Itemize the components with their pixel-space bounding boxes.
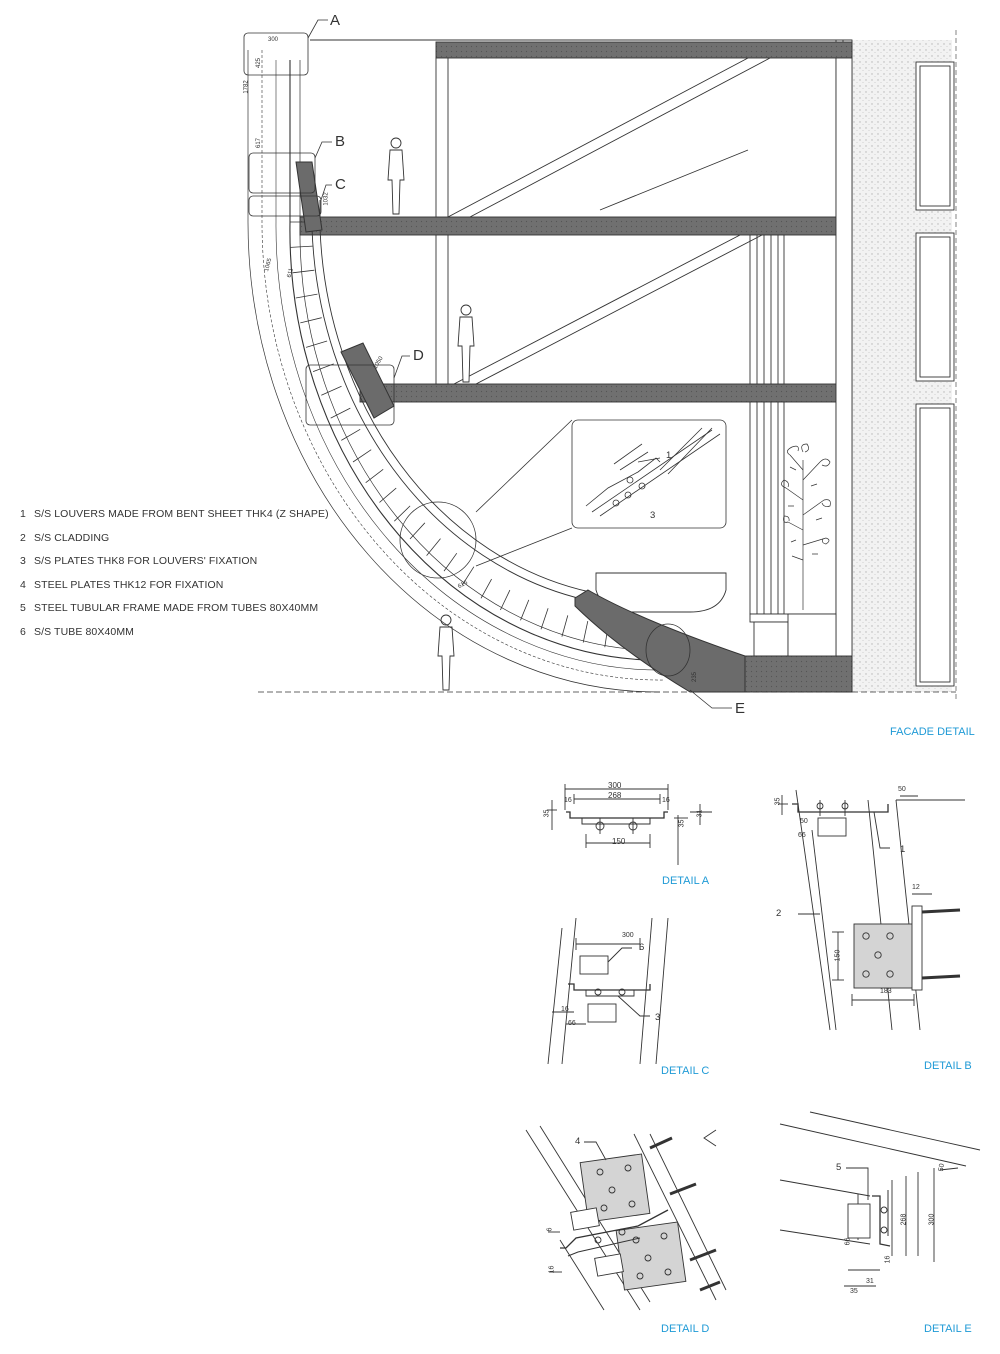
louver-tick [291, 246, 313, 247]
louver-tick [410, 523, 425, 539]
legend-text: STEEL TUBULAR FRAME MADE FROM TUBES 80X40MM [34, 602, 319, 614]
dim-label: 31 [696, 809, 704, 818]
callout-c: C [335, 176, 346, 193]
louver-tick [321, 386, 341, 395]
legend-number: 2 [20, 531, 26, 544]
floor-slab [300, 217, 852, 235]
louver-tick [541, 608, 548, 629]
dim-label: 12 [912, 884, 920, 891]
wall-window [916, 62, 954, 210]
dim-label: 35 [850, 1288, 858, 1295]
louver-tick [500, 590, 510, 610]
legend-text: STEEL PLATES THK12 FOR FIXATION [34, 578, 224, 591]
wall-window [916, 404, 954, 686]
louver-tick [293, 270, 315, 273]
dim-label: 150 [834, 949, 842, 962]
dim-label: 35 [774, 797, 782, 806]
legend-number: 3 [20, 555, 26, 567]
callout-d: D [413, 347, 424, 364]
part-label: 5 [836, 1162, 842, 1173]
person-silhouette [388, 138, 404, 214]
louver-tick [521, 600, 529, 620]
legend-item [20, 532, 329, 556]
detail-b-caption: DETAIL B [924, 1060, 972, 1072]
dim-label: 1782 [243, 80, 250, 94]
detail-e-caption: DETAIL E [924, 1323, 972, 1335]
zoom-part-label: 3 [650, 510, 656, 521]
dim-label: 268 [608, 791, 622, 800]
dim-label: 268 [900, 1213, 908, 1226]
dim-label: 616 [457, 579, 469, 591]
dim-label: 611 [286, 267, 295, 279]
ground-slab [745, 656, 852, 692]
dim-label: 16 [548, 1265, 556, 1274]
legend-number: 5 [20, 602, 26, 614]
dim-label: 50 [800, 818, 808, 825]
parts-legend [20, 508, 329, 649]
dim-label: 35 [543, 809, 551, 818]
part-label: 3 [655, 1012, 661, 1023]
legend-text: S/S PLATES THK8 FOR LOUVERS' FIXATION [34, 555, 258, 567]
dim-label: 6 [546, 1227, 554, 1232]
part-label: 6 [639, 942, 645, 953]
person-silhouette [438, 615, 454, 690]
detail-c-drawing [548, 918, 668, 1064]
dim-label: 300 [268, 37, 279, 43]
dim-label: 235 [692, 671, 699, 683]
part-label: 2 [776, 908, 782, 919]
detail-d-caption: DETAIL D [661, 1323, 710, 1335]
dim-label: 617 [256, 137, 263, 149]
louver-tick [427, 539, 441, 556]
louver-tick [444, 553, 457, 571]
dim-label: 425 [256, 57, 263, 69]
dim-label: 1032 [323, 192, 330, 206]
dim-label: 16 [564, 797, 572, 804]
legend-text: S/S LOUVERS MADE FROM BENT SHEET THK4 (Z SHAPE) [34, 508, 329, 520]
callout-b: B [335, 133, 346, 150]
dim-label: 150 [612, 837, 626, 846]
dim-label: 35 [678, 819, 686, 828]
dim-label: 1065 [264, 257, 274, 273]
part-label: 1 [900, 844, 906, 855]
part-label: 4 [575, 1136, 581, 1147]
wall-window [916, 233, 954, 381]
person-silhouette [458, 305, 474, 382]
louver-tick [306, 341, 327, 347]
callout-a: A [330, 12, 341, 29]
legend-item [20, 555, 329, 579]
detail-d-drawing [526, 1126, 726, 1310]
fixing-plate [616, 1222, 686, 1290]
dim-label: 16 [884, 1255, 892, 1264]
louver-tick [296, 294, 318, 298]
louver-tick [562, 615, 568, 636]
dim-label: 300 [622, 932, 634, 939]
dim-label: 300 [608, 781, 622, 790]
roof-slab [436, 42, 852, 58]
dim-label: 16 [662, 797, 670, 804]
dim-label: 66 [798, 832, 806, 839]
legend-number: 6 [20, 625, 26, 638]
dim-label: 66 [844, 1237, 852, 1246]
dim-label: 50 [937, 1163, 947, 1172]
floor-slab [360, 384, 852, 402]
zoom-part-label: 1 [666, 450, 672, 461]
legend-number: 1 [20, 508, 26, 520]
louver-tick [394, 506, 410, 521]
legend-item [20, 579, 329, 603]
legend-item [20, 508, 329, 532]
louver-tick [341, 429, 360, 440]
detail-e-drawing [780, 1112, 980, 1286]
louver-tick [380, 488, 397, 502]
legend-text: S/S TUBE 80X40MM [34, 625, 135, 638]
dim-label: 66 [568, 1020, 576, 1027]
dim-label: 1050 [372, 355, 385, 371]
louver-tick [583, 621, 588, 643]
structural-beam [341, 343, 394, 418]
louver-tick [300, 318, 321, 323]
dim-label: 50 [898, 786, 906, 793]
dim-label: 16 [561, 1006, 569, 1013]
dim-label: 183 [880, 988, 892, 995]
louver-tick [366, 469, 384, 482]
louver-tick [331, 408, 351, 418]
detail-b-drawing [778, 790, 965, 1030]
legend-item [20, 626, 329, 650]
detail-a-caption: DETAIL A [662, 875, 710, 887]
dim-label: 300 [928, 1213, 936, 1226]
legend-number: 4 [20, 578, 26, 591]
tree-illustration [781, 444, 830, 610]
facade-detail-caption: FACADE DETAIL [890, 726, 975, 738]
legend-item [20, 602, 329, 626]
detail-c-caption: DETAIL C [661, 1065, 710, 1077]
louver-tick [481, 579, 492, 598]
callout-e: E [735, 700, 746, 717]
dim-label: 31 [866, 1278, 874, 1285]
legend-text: S/S CLADDING [34, 531, 110, 544]
